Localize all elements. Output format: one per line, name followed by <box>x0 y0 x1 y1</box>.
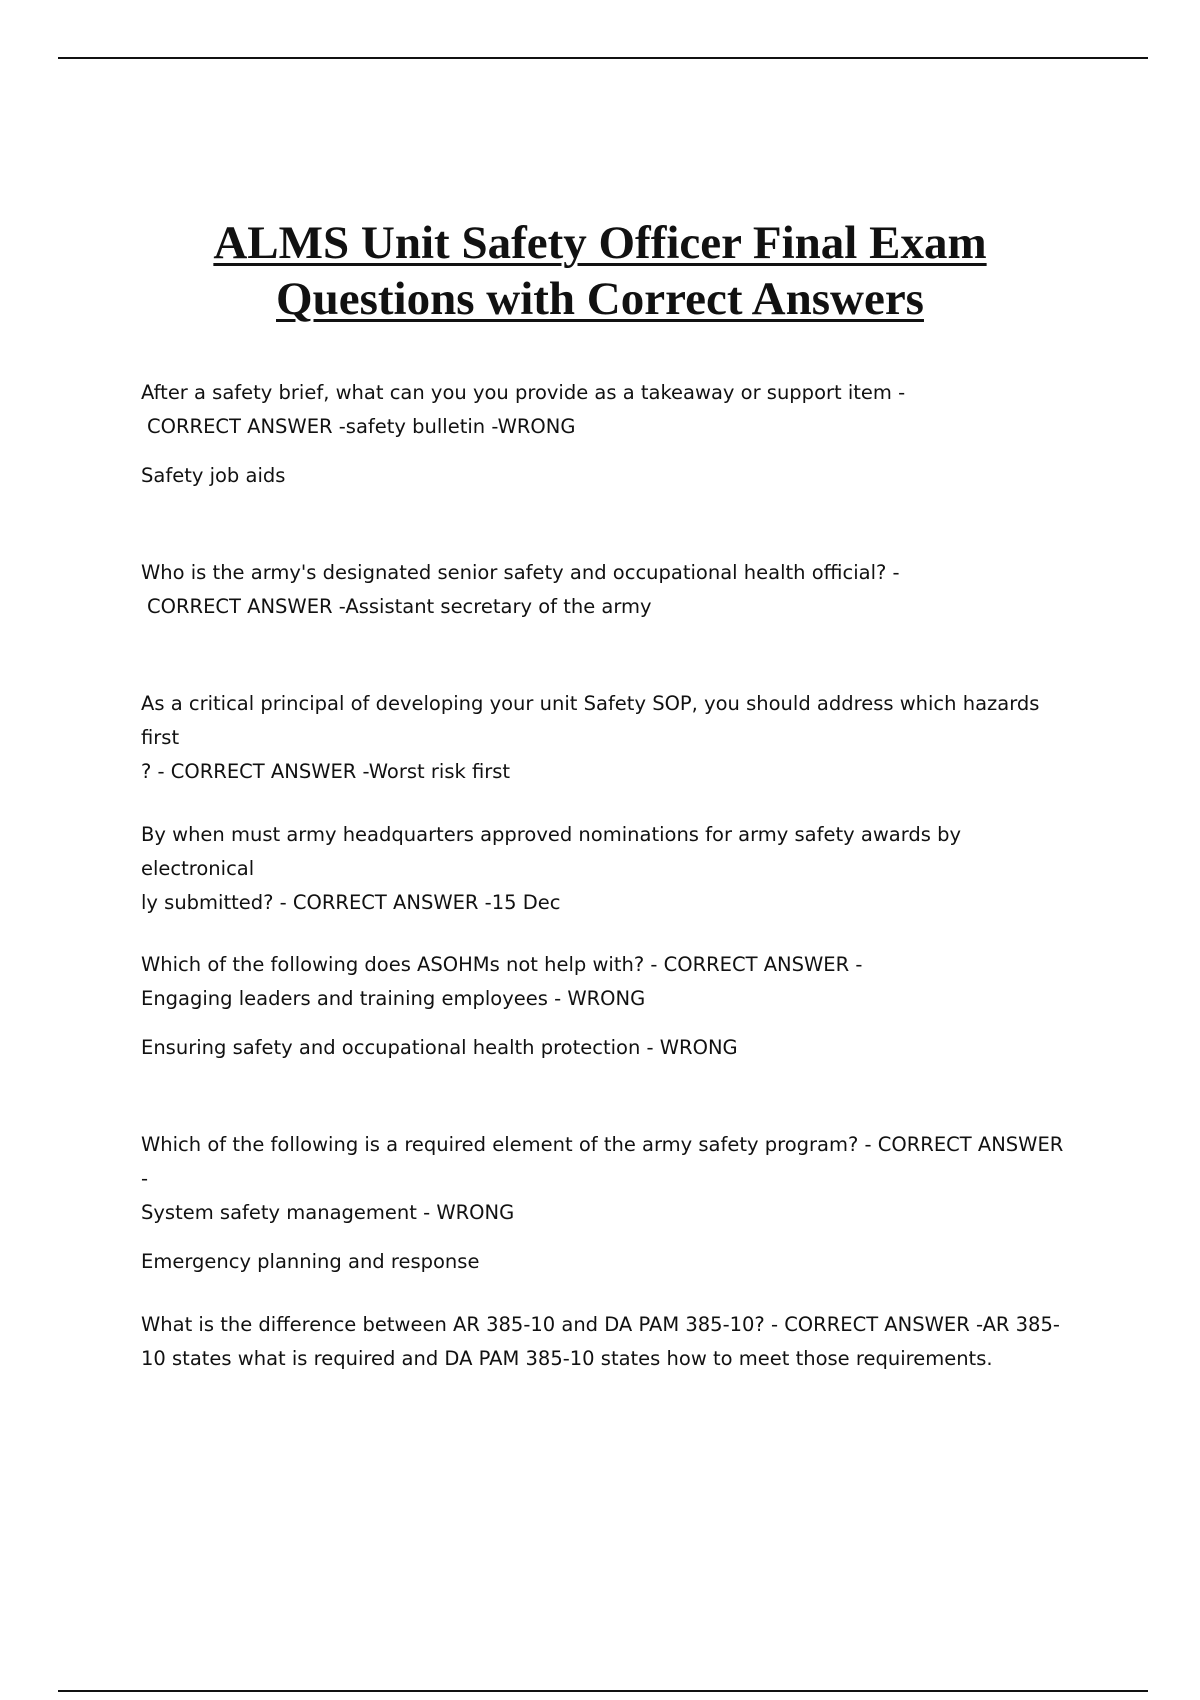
answer-extra-text: Ensuring safety and occupational health protection - WRONG <box>141 1036 738 1059</box>
answer-extra-text: Emergency planning and response <box>141 1250 480 1273</box>
answer-text: Engaging leaders and training employees - WRONG <box>141 987 646 1010</box>
answer-text: CORRECT ANSWER -Assistant secretary of the army <box>147 595 652 618</box>
qa-item-5 <box>141 948 1071 1065</box>
question-text: What is the difference between AR 385-10 and DA PAM 385-10? - CORRECT ANSWER -AR 385- <box>141 1313 1060 1336</box>
qa-item-2 <box>141 556 1071 624</box>
question-text: Which of the following is a required element of the army safety program? - CORRECT ANSWER - <box>141 1133 1064 1190</box>
question-text: By when must army headquarters approved nominations for army safety awards by electronical <box>141 823 962 880</box>
answer-text: ly submitted? - CORRECT ANSWER -15 Dec <box>141 891 561 914</box>
question-text: Who is the army's designated senior safety and occupational health official? - <box>141 561 900 584</box>
answer-text: ? - CORRECT ANSWER -Worst risk first <box>141 760 511 783</box>
answer-extra-text: Safety job aids <box>141 464 286 487</box>
bottom-rule <box>58 1690 1148 1692</box>
qa-item-4 <box>141 818 1071 920</box>
top-rule <box>58 57 1148 59</box>
qa-item-3 <box>141 687 1071 789</box>
answer-text: System safety management - WRONG <box>141 1201 515 1224</box>
question-text: As a critical principal of developing your unit Safety SOP, you should address which hazards first <box>141 692 1040 749</box>
answer-text: CORRECT ANSWER -safety bulletin -WRONG <box>147 415 576 438</box>
answer-text: 10 states what is required and DA PAM 385-10 states how to meet those requirements. <box>141 1347 993 1370</box>
qa-item-6 <box>141 1128 1071 1279</box>
qa-item-7 <box>141 1308 1071 1376</box>
title-line-1: ALMS Unit Safety Officer Final Exam <box>213 217 987 269</box>
qa-item-1 <box>141 376 1071 493</box>
document-title <box>120 215 1080 327</box>
question-text: Which of the following does ASOHMs not help with? - CORRECT ANSWER - <box>141 953 863 976</box>
question-text: After a safety brief, what can you you provide as a takeaway or support item - <box>141 381 906 404</box>
title-line-2: Questions with Correct Answers <box>276 273 924 325</box>
